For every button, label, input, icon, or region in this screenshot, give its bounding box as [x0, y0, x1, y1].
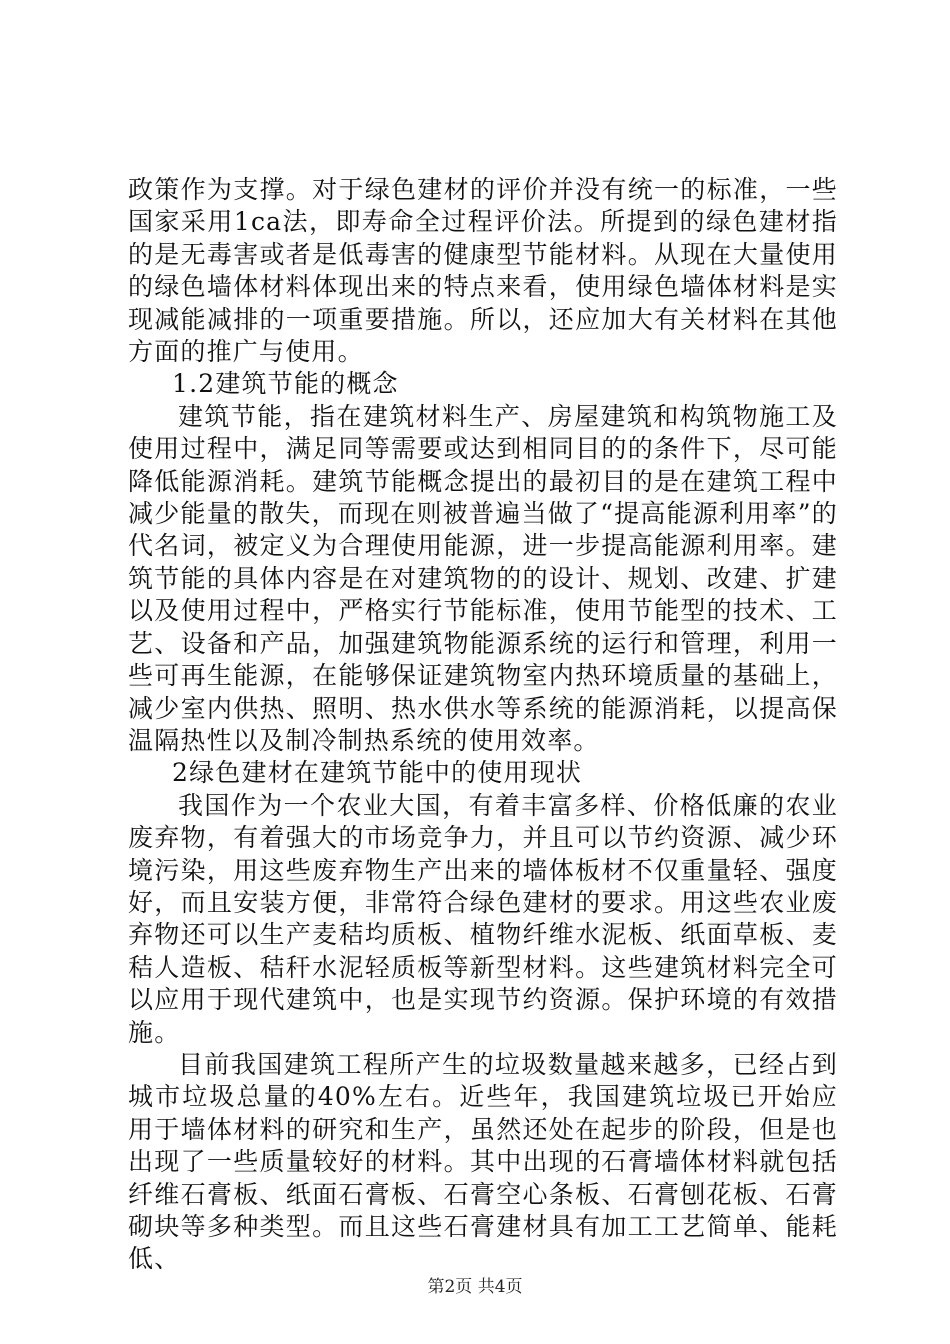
paragraph-building-energy-saving: 建筑节能，指在建筑材料生产、房屋建筑和构筑物施工及使用过程中，满足同等需要或达到相同目的的条件下，尽可能降低能源消耗。建筑节能概念提出的最初目的是在建筑工程中减少能量的散失，而现在则被普遍当做了“提高能源利用率”的代名词，被定义为合理使用能源，进一步提高能源利用率。建筑节能的具体内容是在对建筑物的的设计、规划、改建、扩建以及使用过程中，严格实行节能标准，使用节能型的技术、工艺、设备和产品，加强建筑物能源系统的运行和管理，利用一些可再生能源，在能够保证建筑物室内热环境质量的基础上，减少室内供热、照明、热水供水等系统的能源消耗，以提高保温隔热性以及制冷制热系统的使用效率。	[128, 401, 838, 755]
paragraph-construction-waste: 目前我国建筑工程所产生的垃圾数量越来越多，已经占到城市垃圾总量的40%左右。近些年，我国建筑垃圾已开始应用于墙体材料的研究和生产，虽然还处在起步的阶段，但是也出现了一些质量较好的材料。其中出现的石膏墙体材料就包括纤维石膏板、纸面石膏板、石膏空心条板、石膏刨花板、石膏砌块等多种类型。而且这些石膏建材具有加工工艺简单、能耗低、	[128, 1049, 838, 1274]
paragraph-continuation: 政策作为支撑。对于绿色建材的评价并没有统一的标准，一些国家采用1ca法，即寿命全过程评价法。所提到的绿色建材指的是无毒害或者是低毒害的健康型节能材料。从现在大量使用的绿色墙体材料体现出来的特点来看，使用绿色墙体材料是实现减能减排的一项重要措施。所以，还应加大有关材料在其他方面的推广与使用。	[128, 175, 838, 367]
document-body	[128, 174, 838, 1276]
section-heading-2: 2绿色建材在建筑节能中的使用现状	[172, 758, 583, 788]
page-number-footer: 第2页 共4页	[427, 1277, 523, 1297]
paragraph-agricultural-waste: 我国作为一个农业大国，有着丰富多样、价格低廉的农业废弃物，有着强大的市场竞争力，并且可以节约资源、减少环境污染，用这些废弃物生产出来的墙体板材不仅重量轻、强度好，而且安装方便，非常符合绿色建材的要求。用这些农业废弃物还可以生产麦秸均质板、植物纤维水泥板、纸面草板、麦秸人造板、秸秆水泥轻质板等新型材料。这些建筑材料完全可以应用于现代建筑中，也是实现节约资源。保护环境的有效措施。	[128, 790, 838, 1047]
section-heading-1-2: 1.2建筑节能的概念	[172, 369, 399, 399]
